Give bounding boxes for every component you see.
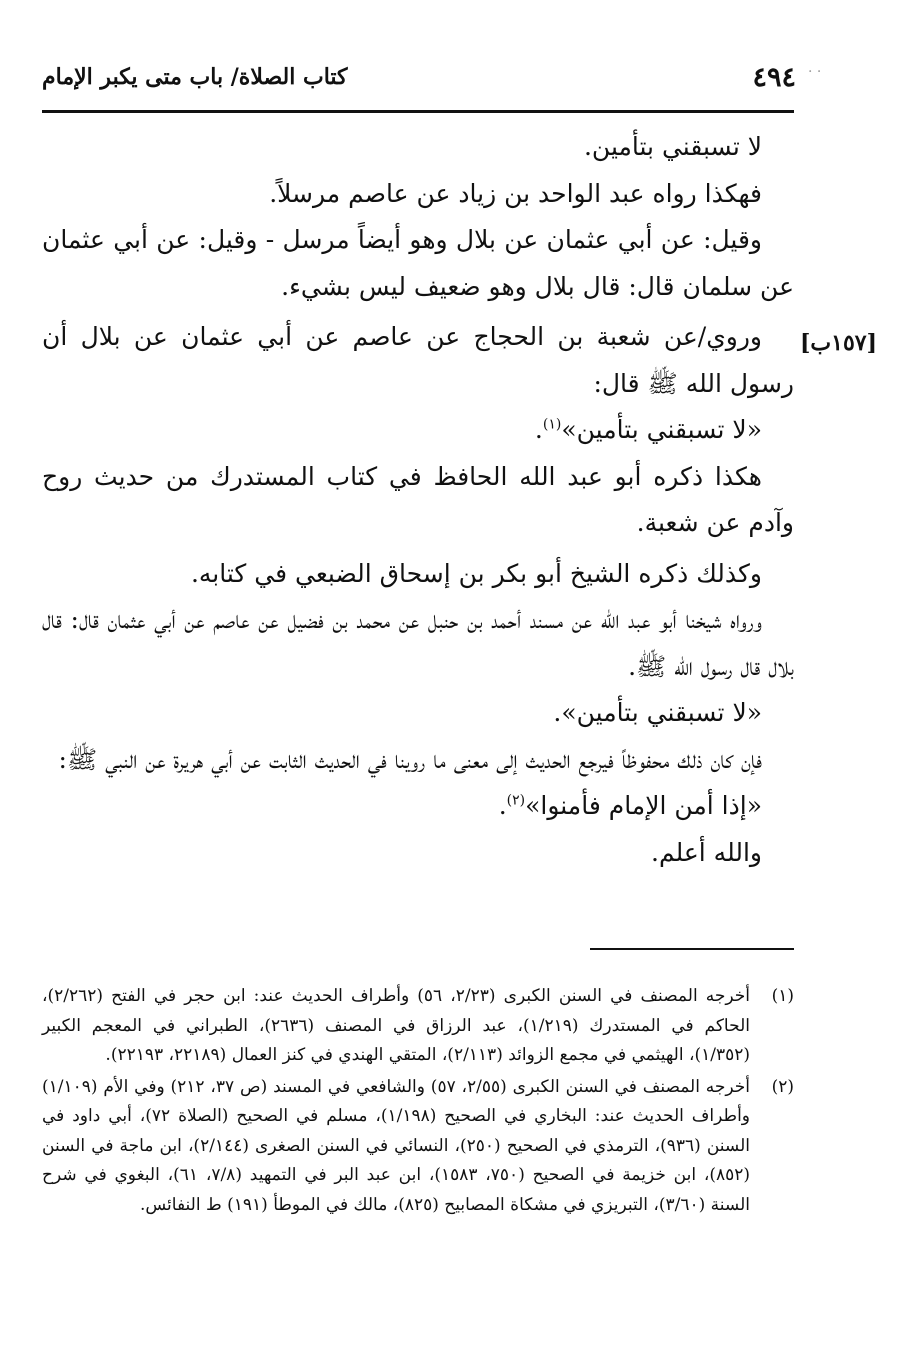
hadith-quote: «لا تسبقني بتأمين» [561, 415, 762, 444]
footnote-number: (٢) [771, 1076, 794, 1097]
paragraph: فإن كان ذلك محفوظاً فيرجع الحديث إلى معنى ما روينا في الحديث الثابت عن أبي هريرة عن النبي ﷺ: [58, 744, 762, 774]
footnote-text: أخرجه المصنف في السنن الكبرى (٢/٥٥، ٥٧) والشافعي في المسند (ص ٣٧، ٢١٢) وفي الأم (١/١٠٩) وأطراف الحديث عند: البخاري في الصحيح (١/١٩٨)، مسلم في الصحيح (الصلاة ٧٢)، أبي داود في السنن (٩٣٦)، الترمذي في الصحيح (٢٥٠)، النسائي في السنن الصغرى (٢/١٤٤)، ابن ماجة في السنن (٨٥٢)، ابن خزيمة في الصحيح (٧٥٠، ١٥٨٣)، ابن عبد البر في التمهيد (٧/٨، ٦١)، البغوي في شرح السنة (٣/٦٠)، التبريزي في مشكاة المصابيح (٨٢٥)، مالك في الموطأ (١٩١) ط النفائس. [42, 1076, 751, 1215]
paragraph: ورواه شيخنا أبو عبد الله عن مسند أحمد بن حنبل عن محمد بن فضيل عن عاصم عن أبي عثمان قال: قال بلال قال رسول الله ﷺ. [42, 605, 794, 681]
punctuation: . [498, 791, 507, 820]
paragraph-with-footnote [42, 783, 794, 830]
paragraph: والله أعلم. [651, 837, 762, 867]
paragraph: «لا تسبقني بتأمين». [553, 698, 762, 727]
paragraph: فهكذا رواه عبد الواحد بن زياد عن عاصم مرسلاً. [269, 178, 762, 208]
paragraph: وروي/عن شعبة بن الحجاج عن عاصم عن أبي عثمان عن بلال أن رسول الله ﷺ قال: [42, 322, 794, 398]
paragraph-with-footnote [42, 407, 794, 454]
paragraph: وقيل: عن أبي عثمان عن بلال وهو أيضاً مرسل - وقيل: عن أبي عثمان عن سلمان قال: قال بلال وهو ضعيف ليس بشيء. [42, 225, 794, 301]
paragraph: هكذا ذكره أبو عبد الله الحافظ في كتاب المستدرك من حديث روح وآدم عن شعبة. [42, 461, 794, 537]
footnote-text: أخرجه المصنف في السنن الكبرى (٢/٢٣، ٥٦) وأطراف الحديث عند: ابن حجر في الفتح (٢/٢٦٢)، الحاكم في المستدرك (١/٢١٩)، عبد الرزاق في المصنف (٢٦٣٦)، الطبراني في المعجم الكبير (١/٣٥٢)، الهيثمي في مجمع الزوائد (٢/١١٣)، المتقي الهندي في كنز العمال (٢٢١٨٩، ٢٢١٩٣). [42, 986, 750, 1065]
hadith-quote: «إذا أمن الإمام فأمنوا» [525, 791, 762, 820]
header-rule [42, 110, 794, 113]
punctuation: . [534, 415, 543, 444]
footnote [42, 1073, 794, 1221]
footnote-number: (١) [771, 986, 794, 1006]
footnotes [42, 982, 794, 1222]
paragraph: لا تسبقني بتأمين. [583, 132, 762, 161]
footnote-ref: (١) [542, 416, 562, 433]
corner-mark: · · [808, 64, 822, 80]
margin-manuscript-ref: [١٥٧ب] [800, 330, 877, 356]
main-text [42, 124, 794, 876]
page-number: ٤٩٤ [752, 62, 796, 93]
footnote-ref: (٢) [506, 792, 526, 809]
footnote [42, 982, 794, 1071]
paragraph: وكذلك ذكره الشيخ أبو بكر بن إسحاق الضبعي في كتابه. [190, 558, 762, 588]
page-header [42, 58, 796, 108]
running-title: كتاب الصلاة/ باب متى يكبر الإمام [42, 64, 348, 90]
footnote-separator [590, 948, 794, 950]
